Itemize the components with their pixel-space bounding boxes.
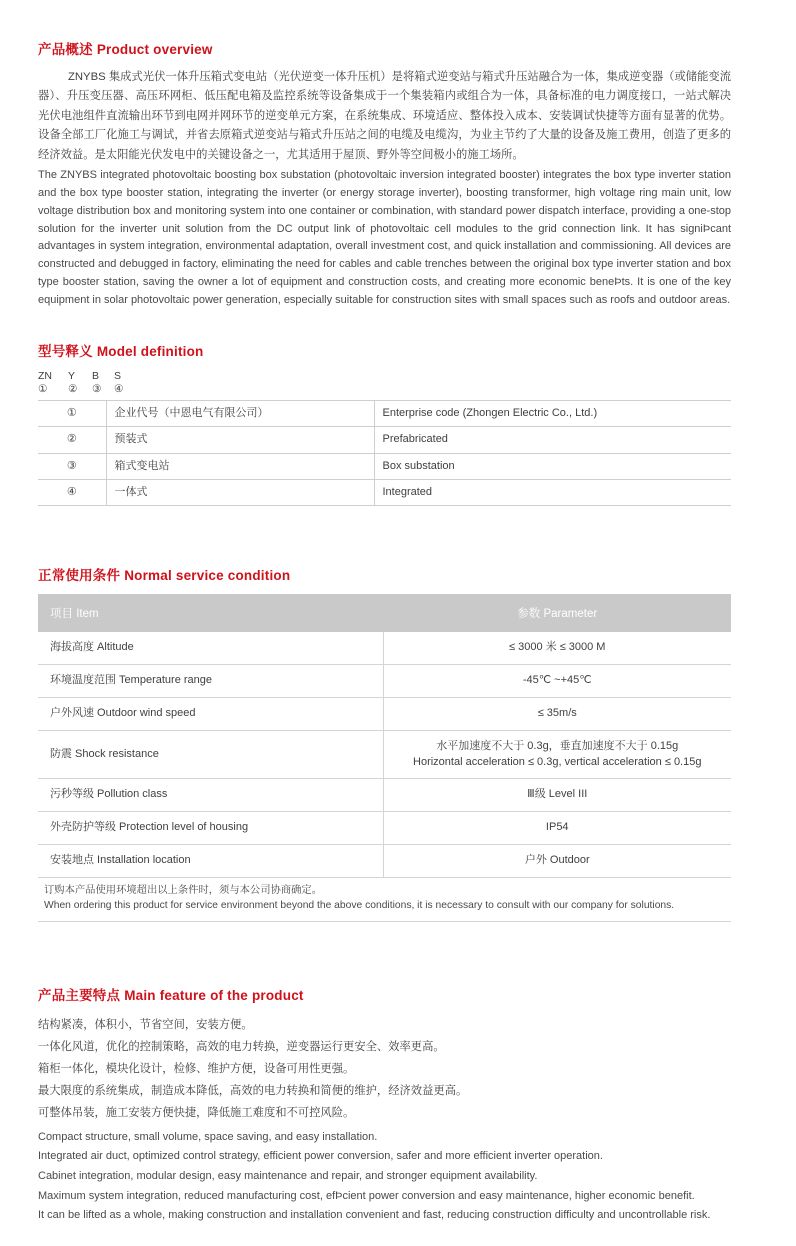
feature-line-cn: 一体化风道，优化的控制策略，高效的电力转换，逆变器运行更安全、效率更高。	[38, 1040, 445, 1053]
feature-line-en: Cabinet integration, modular design, easy maintenance and repair, and stronger equipment availability.	[38, 1169, 538, 1182]
table-row	[38, 632, 731, 665]
spacer	[38, 922, 731, 984]
table-row	[38, 844, 731, 877]
section-title-cn: 型号释义	[38, 343, 93, 359]
table-row	[38, 427, 731, 453]
table-row	[38, 480, 731, 506]
section-title-cn: 正常使用条件	[38, 568, 121, 584]
condition-item: 环境温度范围 Temperature range	[38, 665, 383, 698]
section-title-en: Normal service condition	[124, 568, 291, 584]
model-code-number: ③	[92, 382, 102, 395]
model-row-cn: 箱式变电站	[106, 453, 374, 479]
model-row-cn: 企业代号（中恩电气有限公司）	[106, 400, 374, 426]
section-title-product-overview	[38, 38, 731, 58]
section-title-en: Main feature of the product	[124, 987, 304, 1003]
section-normal-service-condition	[38, 564, 731, 921]
model-code-legend	[38, 370, 731, 396]
section-title-en: Model definition	[96, 343, 204, 359]
table-note-en: When ordering this product for service environment beyond the above conditions, it is necessary to consult with our company for solutions.	[44, 900, 675, 912]
table-row	[38, 811, 731, 844]
feature-list-en	[38, 1128, 731, 1226]
condition-value-multiline	[383, 731, 731, 779]
model-code-numbers	[38, 383, 731, 396]
feature-line-cn: 可整体吊装，施工安装方便快捷，降低施工难度和不可控风险。	[38, 1106, 355, 1119]
feature-line-en: Maximum system integration, reduced manufacturing cost, efÞcient power conversion and easy maintenance, higher economic benefit.	[38, 1189, 695, 1202]
table-note-row	[38, 877, 731, 921]
condition-value: IP54	[383, 811, 731, 844]
model-row-number: ①	[38, 400, 106, 426]
model-definition-table	[38, 400, 731, 507]
condition-value: ≤ 3000 米 ≤ 3000 M	[383, 632, 731, 665]
model-row-number: ③	[38, 453, 106, 479]
section-title-cn: 产品概述	[38, 42, 93, 57]
feature-line-cn: 结构紧凑，体积小，节省空间，安装方便。	[38, 1018, 253, 1031]
condition-value-line-cn: 水平加速度不大于 0.3g，垂直加速度不大于 0.15g	[436, 740, 679, 753]
feature-line-cn: 箱柜一体化，模块化设计，检修、维护方便，设备可用性更强。	[38, 1062, 355, 1075]
table-row	[38, 731, 731, 779]
section-title-normal-service-condition	[38, 564, 731, 584]
section-main-features	[38, 984, 731, 1226]
model-code-number: ①	[38, 382, 48, 395]
section-product-overview	[38, 38, 731, 310]
section-title-en: Product overview	[96, 42, 213, 57]
table-note	[38, 877, 731, 921]
section-title-cn: 产品主要特点	[38, 987, 121, 1003]
model-code-letter: B	[92, 369, 100, 382]
spacer	[38, 506, 731, 564]
feature-list-cn	[38, 1014, 731, 1124]
condition-item: 海拔高度 Altitude	[38, 632, 383, 665]
condition-item: 外壳防护等级 Protection level of housing	[38, 811, 383, 844]
model-row-en: Box substation	[374, 453, 731, 479]
model-row-en: Integrated	[374, 480, 731, 506]
condition-value-line-en: Horizontal acceleration ≤ 0.3g, vertical acceleration ≤ 0.15g	[413, 755, 702, 768]
condition-value: 户外 Outdoor	[383, 844, 731, 877]
model-row-number: ②	[38, 427, 106, 453]
section-title-model-definition	[38, 340, 731, 360]
table-row	[38, 400, 731, 426]
feature-line-cn: 最大限度的系统集成，制造成本降低，高效的电力转换和简便的维护，经济效益更高。	[38, 1084, 468, 1097]
table-row	[38, 665, 731, 698]
column-header-parameter: 参数 Parameter	[383, 595, 731, 632]
feature-line-en: It can be lifted as a whole, making construction and installation convenient and fast, reducing construction difficulty and uncontrollable risk.	[38, 1209, 711, 1222]
feature-line-en: Integrated air duct, optimized control strategy, efficient power conversion, safer and more efficient inverter operation.	[38, 1150, 603, 1163]
condition-item: 户外风速 Outdoor wind speed	[38, 698, 383, 731]
model-row-number: ④	[38, 480, 106, 506]
column-header-item: 项目 Item	[38, 595, 383, 632]
section-title-main-features	[38, 984, 731, 1004]
table-row	[38, 698, 731, 731]
model-code-letter: S	[114, 369, 122, 382]
model-code-number: ②	[68, 382, 78, 395]
overview-paragraph-cn: ZNYBS 集成式光伏一体升压箱式变电站（光伏逆变一体升压机）是将箱式逆变站与箱式升压站融合为一体，集成逆变器（或储能变流器）、升压变压器、高压环网柜、低压配电箱及监控系统等设备集成于一个集装箱内或组合为一体，具备标准的电力调度接口，一站式解决光伏电池组件直流输出环节到电网并网环节的逆变单元方案，在系统集成、环境适应、整体投入成本、安装调试快捷等方面有显著的优势。设备全部工厂化施工与调试，并省去原箱式逆变站与箱式升压站之间的电缆及电缆沟，为业主节约了大量的设备及施工费用，创造了更多的经济效益。是太阳能光伏发电中的关键设备之一，尤其适用于屋顶、野外等空间极小的施工场所。	[38, 71, 731, 161]
model-row-cn: 预装式	[106, 427, 374, 453]
condition-value: ≤ 35m/s	[383, 698, 731, 731]
condition-item: 安装地点 Installation location	[38, 844, 383, 877]
model-code-letter: Y	[68, 369, 76, 382]
service-condition-table	[38, 594, 731, 921]
table-row	[38, 779, 731, 812]
model-code-letters	[38, 370, 731, 383]
model-row-cn: 一体式	[106, 480, 374, 506]
feature-line-en: Compact structure, small volume, space saving, and easy installation.	[38, 1130, 378, 1143]
model-row-en: Prefabricated	[374, 427, 731, 453]
condition-item: 污秒等级 Pollution class	[38, 779, 383, 812]
model-row-en: Enterprise code (Zhongen Electric Co., Ltd.)	[374, 400, 731, 426]
table-header-row	[38, 595, 731, 632]
model-code-letter: ZN	[38, 369, 52, 382]
model-code-number: ④	[114, 382, 124, 395]
spacer	[38, 310, 731, 340]
condition-item: 防震 Shock resistance	[38, 731, 383, 779]
condition-value: -45℃ ~+45℃	[383, 665, 731, 698]
condition-value: Ⅲ级 Level III	[383, 779, 731, 812]
table-row	[38, 453, 731, 479]
overview-paragraph-en: The ZNYBS integrated photovoltaic boosting box substation (photovoltaic inversion integrated booster) integrates the box type inverter station and the box type booster station, integrating the inverter (or energy storage inverter), boosting transformer, high voltage ring main unit, low voltage distribution box and monitoring system into one container or combination, with standard power dispatch interface, providing a one-stop solution for the inverter unit solution from the DC output link of photovoltaic cell modules to the grid connection link. It has signiÞcant advantages in system integration, environmental adaptation, overall investment cost, and quick installation and commissioning. All devices are constructed and debugged in factory, eliminating the need for cables and cable trenches between the original box type inverter station and box type booster station, saving the owner a lot of equipment and construction costs, and creating more economic beneÞts. It is one of the key equipment in solar photovoltaic power generation, especially suitable for construction sites with small spaces such as roofs and outdoor areas.	[38, 169, 731, 306]
section-model-definition	[38, 340, 731, 507]
table-note-cn: 订购本产品使用环境超出以上条件时，须与本公司协商确定。	[44, 884, 323, 896]
